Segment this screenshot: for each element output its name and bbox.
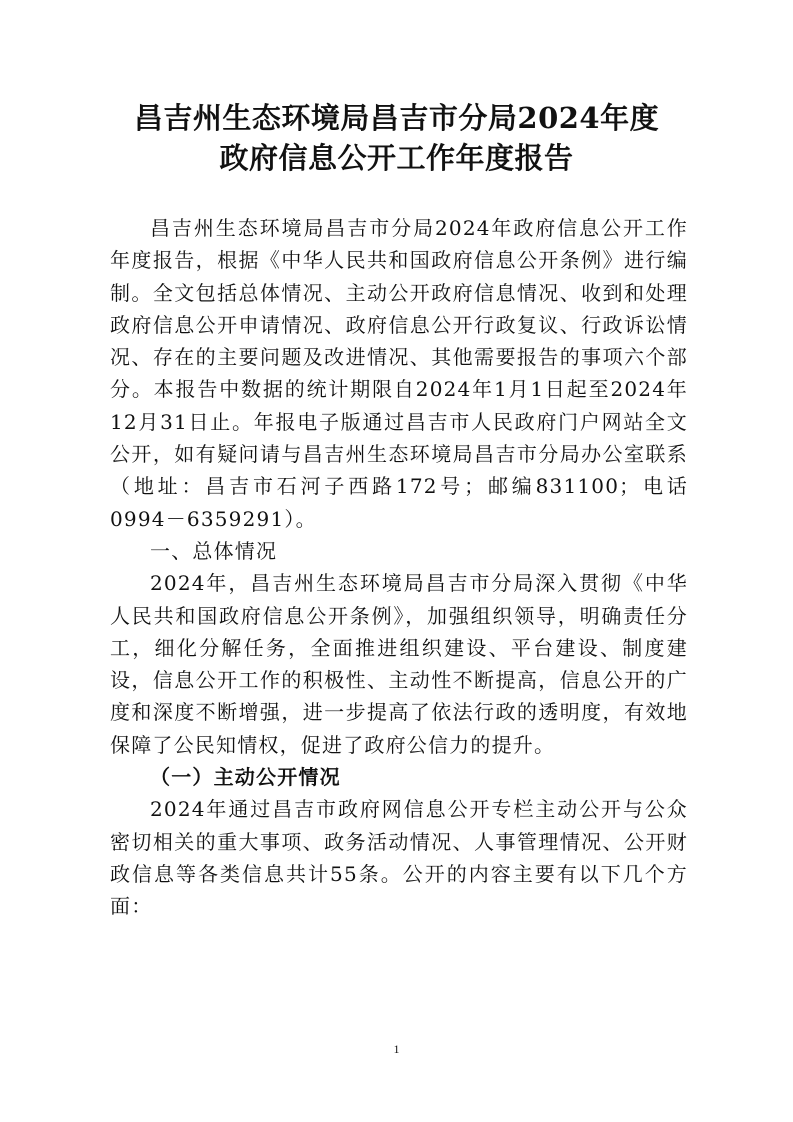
section-heading-overview: 一、总体情况 <box>150 538 278 563</box>
overview-paragraph: 2024年，昌吉州生态环境局昌吉市分局深入贯彻《中华人民共和国政府信息公开条例》，加强组织领导，明确责任分工，细化分解任务，全面推进组织建设、平台建设、制度建设，信息公开工作的积极性、主动性不断提高，信息公开的广度和深度不断增强，进一步提高了依法行政的透明度，有效地保障了公民知情权，促进了政府公信力的提升。 <box>110 571 688 757</box>
active-disclosure-paragraph: 2024年通过昌吉市政府网信息公开专栏主动公开与公众密切相关的重大事项、政务活动情况、人事管理情况、公开财政信息等各类信息共计55条。公开的内容主要有以下几个方面： <box>110 797 688 919</box>
document-title-line2: 政府信息公开工作年度报告 <box>219 141 574 175</box>
document-title-line1: 昌吉州生态环境局昌吉市分局2024年度 <box>133 101 660 135</box>
page-number: 1 <box>393 1042 400 1056</box>
document-body <box>110 212 688 923</box>
intro-paragraph: 昌吉州生态环境局昌吉市分局2024年政府信息公开工作年度报告，根据《中华人民共和国政府信息公开条例》进行编制。全文包括总体情况、主动公开政府信息情况、收到和处理政府信息公开申请情况、政府信息公开行政复议、行政诉讼情况、存在的主要问题及改进情况、其他需要报告的事项六个部分。本报告中数据的统计期限自2024年1月1日起至2024年12月31日止。年报电子版通过昌吉市人民政府门户网站全文公开，如有疑问请与昌吉州生态环境局昌吉市分局办公室联系（地址：昌吉市石河子西路172号；邮编831100；电话0994－6359291）。 <box>110 216 688 531</box>
subsection-heading-active-disclosure: （一）主动公开情况 <box>150 765 341 790</box>
